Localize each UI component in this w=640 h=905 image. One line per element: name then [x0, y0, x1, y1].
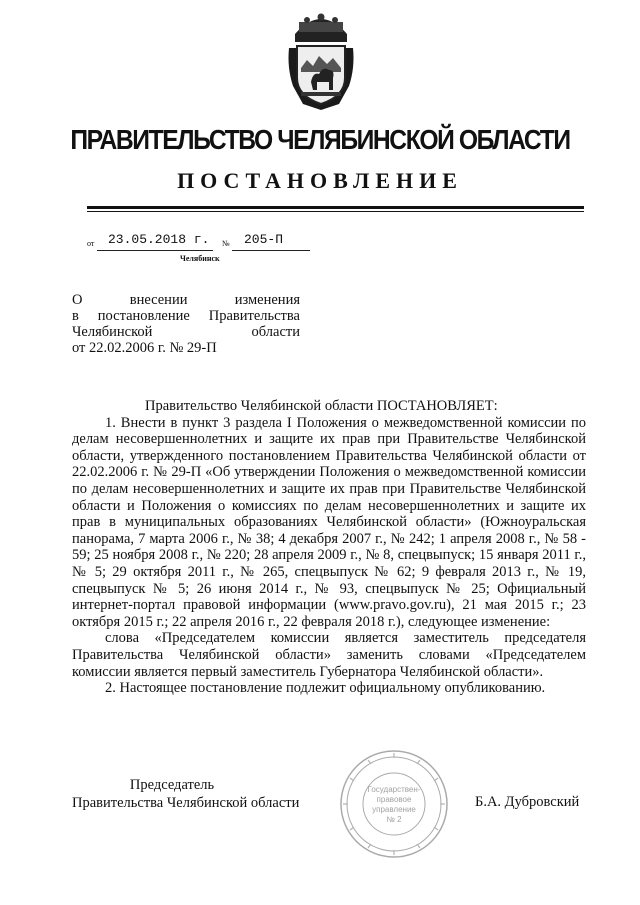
body-paragraph-resolves: Правительство Челябинской области ПОСТАНОВЛЯЕТ:: [145, 398, 498, 414]
number-prefix: №: [222, 239, 230, 248]
subject-line: Челябинской области: [72, 324, 300, 340]
document-body: [72, 398, 586, 697]
signatory-title-line: Правительства Челябинской области: [72, 795, 300, 811]
document-subject: [72, 292, 300, 356]
date-prefix: от: [87, 239, 95, 248]
signatory-name: Б.А. Дубровский: [475, 794, 580, 810]
header-rule-thin: [87, 211, 584, 212]
stamp-text: № 2: [386, 815, 402, 824]
subject-line: от 22.02.2006 г. № 29-П: [72, 340, 217, 356]
stamp-text: управление: [372, 805, 416, 814]
date-underline: [97, 250, 213, 251]
body-paragraph-replacement: слова «Председателем комиссии является заместитель председателя Правительства Челябинской области» заменить словами «Председателем комиссии является первый заместитель Губернатора Челябинской области».: [72, 630, 586, 680]
document-date: 23.05.2018 г.: [108, 232, 210, 247]
city-label: Челябинск: [180, 254, 220, 263]
signatory-title-line: Председатель: [129, 777, 215, 793]
subject-line: О внесении изменения: [72, 292, 300, 308]
stamp-text: правовое: [376, 795, 412, 804]
coat-of-arms-emblem: [283, 8, 359, 112]
body-paragraph-2: 2. Настоящее постановление подлежит официальному опубликованию.: [105, 680, 546, 697]
official-stamp: [338, 748, 450, 860]
organization-title: ПРАВИТЕЛЬСТВО ЧЕЛЯБИНСКОЙ ОБЛАСТИ: [70, 124, 570, 155]
body-paragraph-1: 1. Внести в пункт 3 раздела I Положения о межведомственной комиссии по делам несовершеннолетних и защите их прав при Правительстве Челябинской области, утвержденного постановлением Правительства Челябинской области от 22.02.2006 г. № 29-П «Об утверждении Положения о межведомственной комиссии по делам несовершеннолетних и защите их прав при Правительстве Челябинской области и Положения о комиссиях по делам несовершеннолетних и защите их прав в муниципальных образованиях Челябинской области» (Южноуральская панорама, 7 марта 2006 г., № 38; 4 декабря 2007 г., № 242; 1 апреля 2008 г., № 58 - 59; 25 ноября 2008 г., № 220; 28 апреля 2009 г., № 8, спецвыпуск; 15 января 2011 г., № 5; 29 октября 2011 г., № 265, спецвыпуск № 62; 9 февраля 2013 г., № 19, спецвыпуск № 5; 26 июня 2014 г., № 93, спецвыпуск № 25; Официальный интернет-портал правовой информации (www.pravo.gov.ru), 21 мая 2015 г.; 23 октября 2015 г.; 22 апреля 2016 г., 22 февраля 2018 г.), следующее изменение:: [72, 414, 586, 630]
number-underline: [232, 250, 310, 251]
document-number: 205-П: [244, 232, 284, 247]
subject-line: в постановление Правительства: [72, 308, 300, 324]
stamp-text: Государствен-: [367, 785, 421, 794]
document-type: ПОСТАНОВЛЕНИЕ: [177, 168, 463, 193]
signatory-title: [72, 776, 312, 812]
header-rule-thick: [87, 206, 584, 209]
